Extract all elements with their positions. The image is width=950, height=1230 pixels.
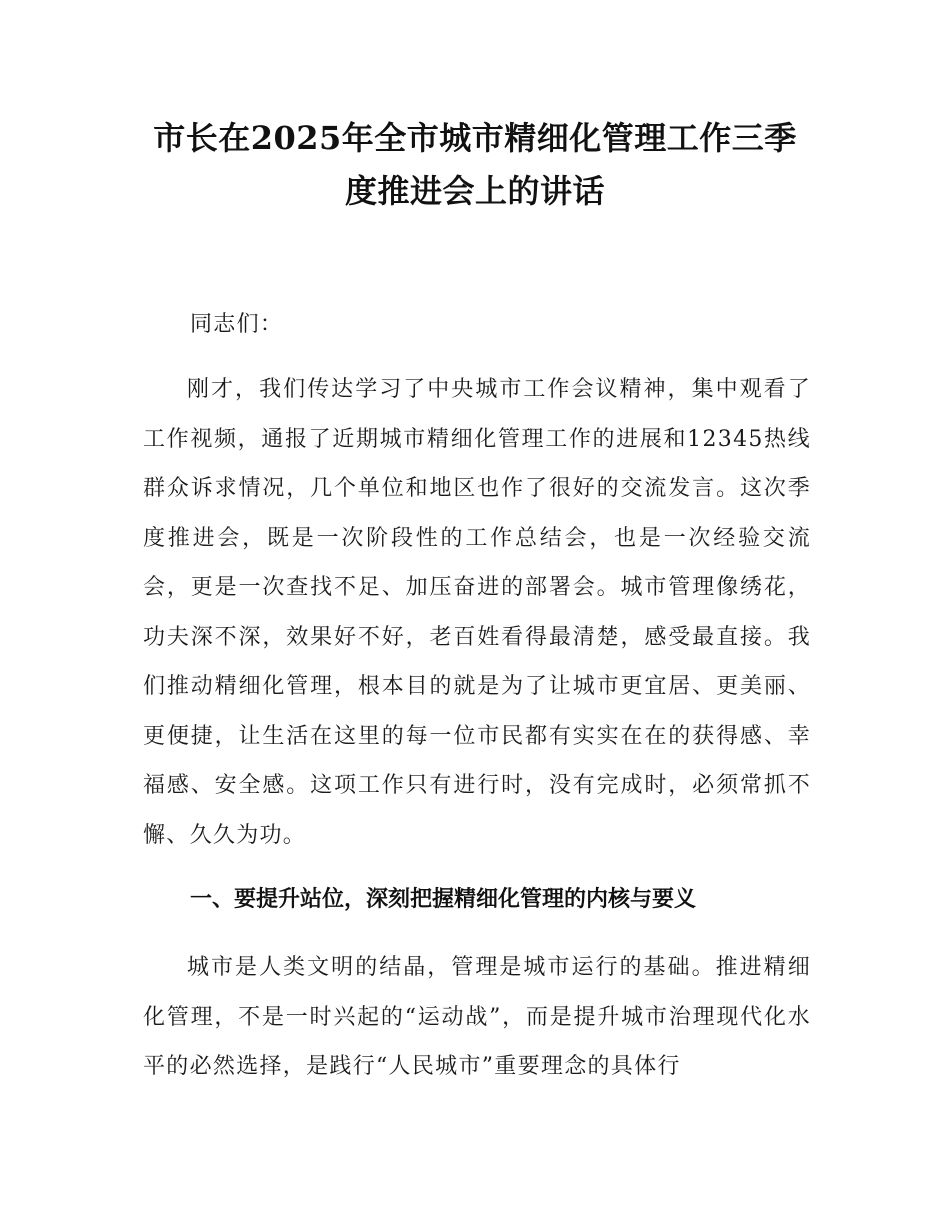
- opening-paragraph: 刚才，我们传达学习了中央城市工作会议精神，集中观看了工作视频，通报了近期城市精细化管理工作的进展和12345热线群众诉求情况，几个单位和地区也作了很好的交流发言。这次季度推进会，既是一次阶段性的工作总结会，也是一次经验交流会，更是一次查找不足、加压奋进的部署会。城市管理像绣花，功夫深不深，效果好不好，老百姓看得最清楚，感受最直接。我们推动精细化管理，根本目的就是为了让城市更宜居、更美丽、更便捷，让生活在这里的每一位市民都有实实在在的获得感、幸福感、安全感。这项工作只有进行时，没有完成时，必须常抓不懈、久久为功。: [143, 377, 811, 848]
- document-title: [120, 112, 830, 218]
- salutation: 同志们：: [190, 312, 284, 337]
- title-line-2: 度推进会上的讲话: [344, 172, 605, 210]
- title-line-1: 市长在2025年全市城市精细化管理工作三季: [153, 119, 797, 157]
- section-1-paragraph: 城市是人类文明的结晶，管理是城市运行的基础。推进精细化管理，不是一时兴起的“运动战”，而是提升城市治理现代化水平的必然选择，是践行“人民城市”重要理念的具体行: [143, 955, 811, 1079]
- section-heading-1: 一、要提升站位，深刻把握精细化管理的内核与要义: [190, 887, 697, 912]
